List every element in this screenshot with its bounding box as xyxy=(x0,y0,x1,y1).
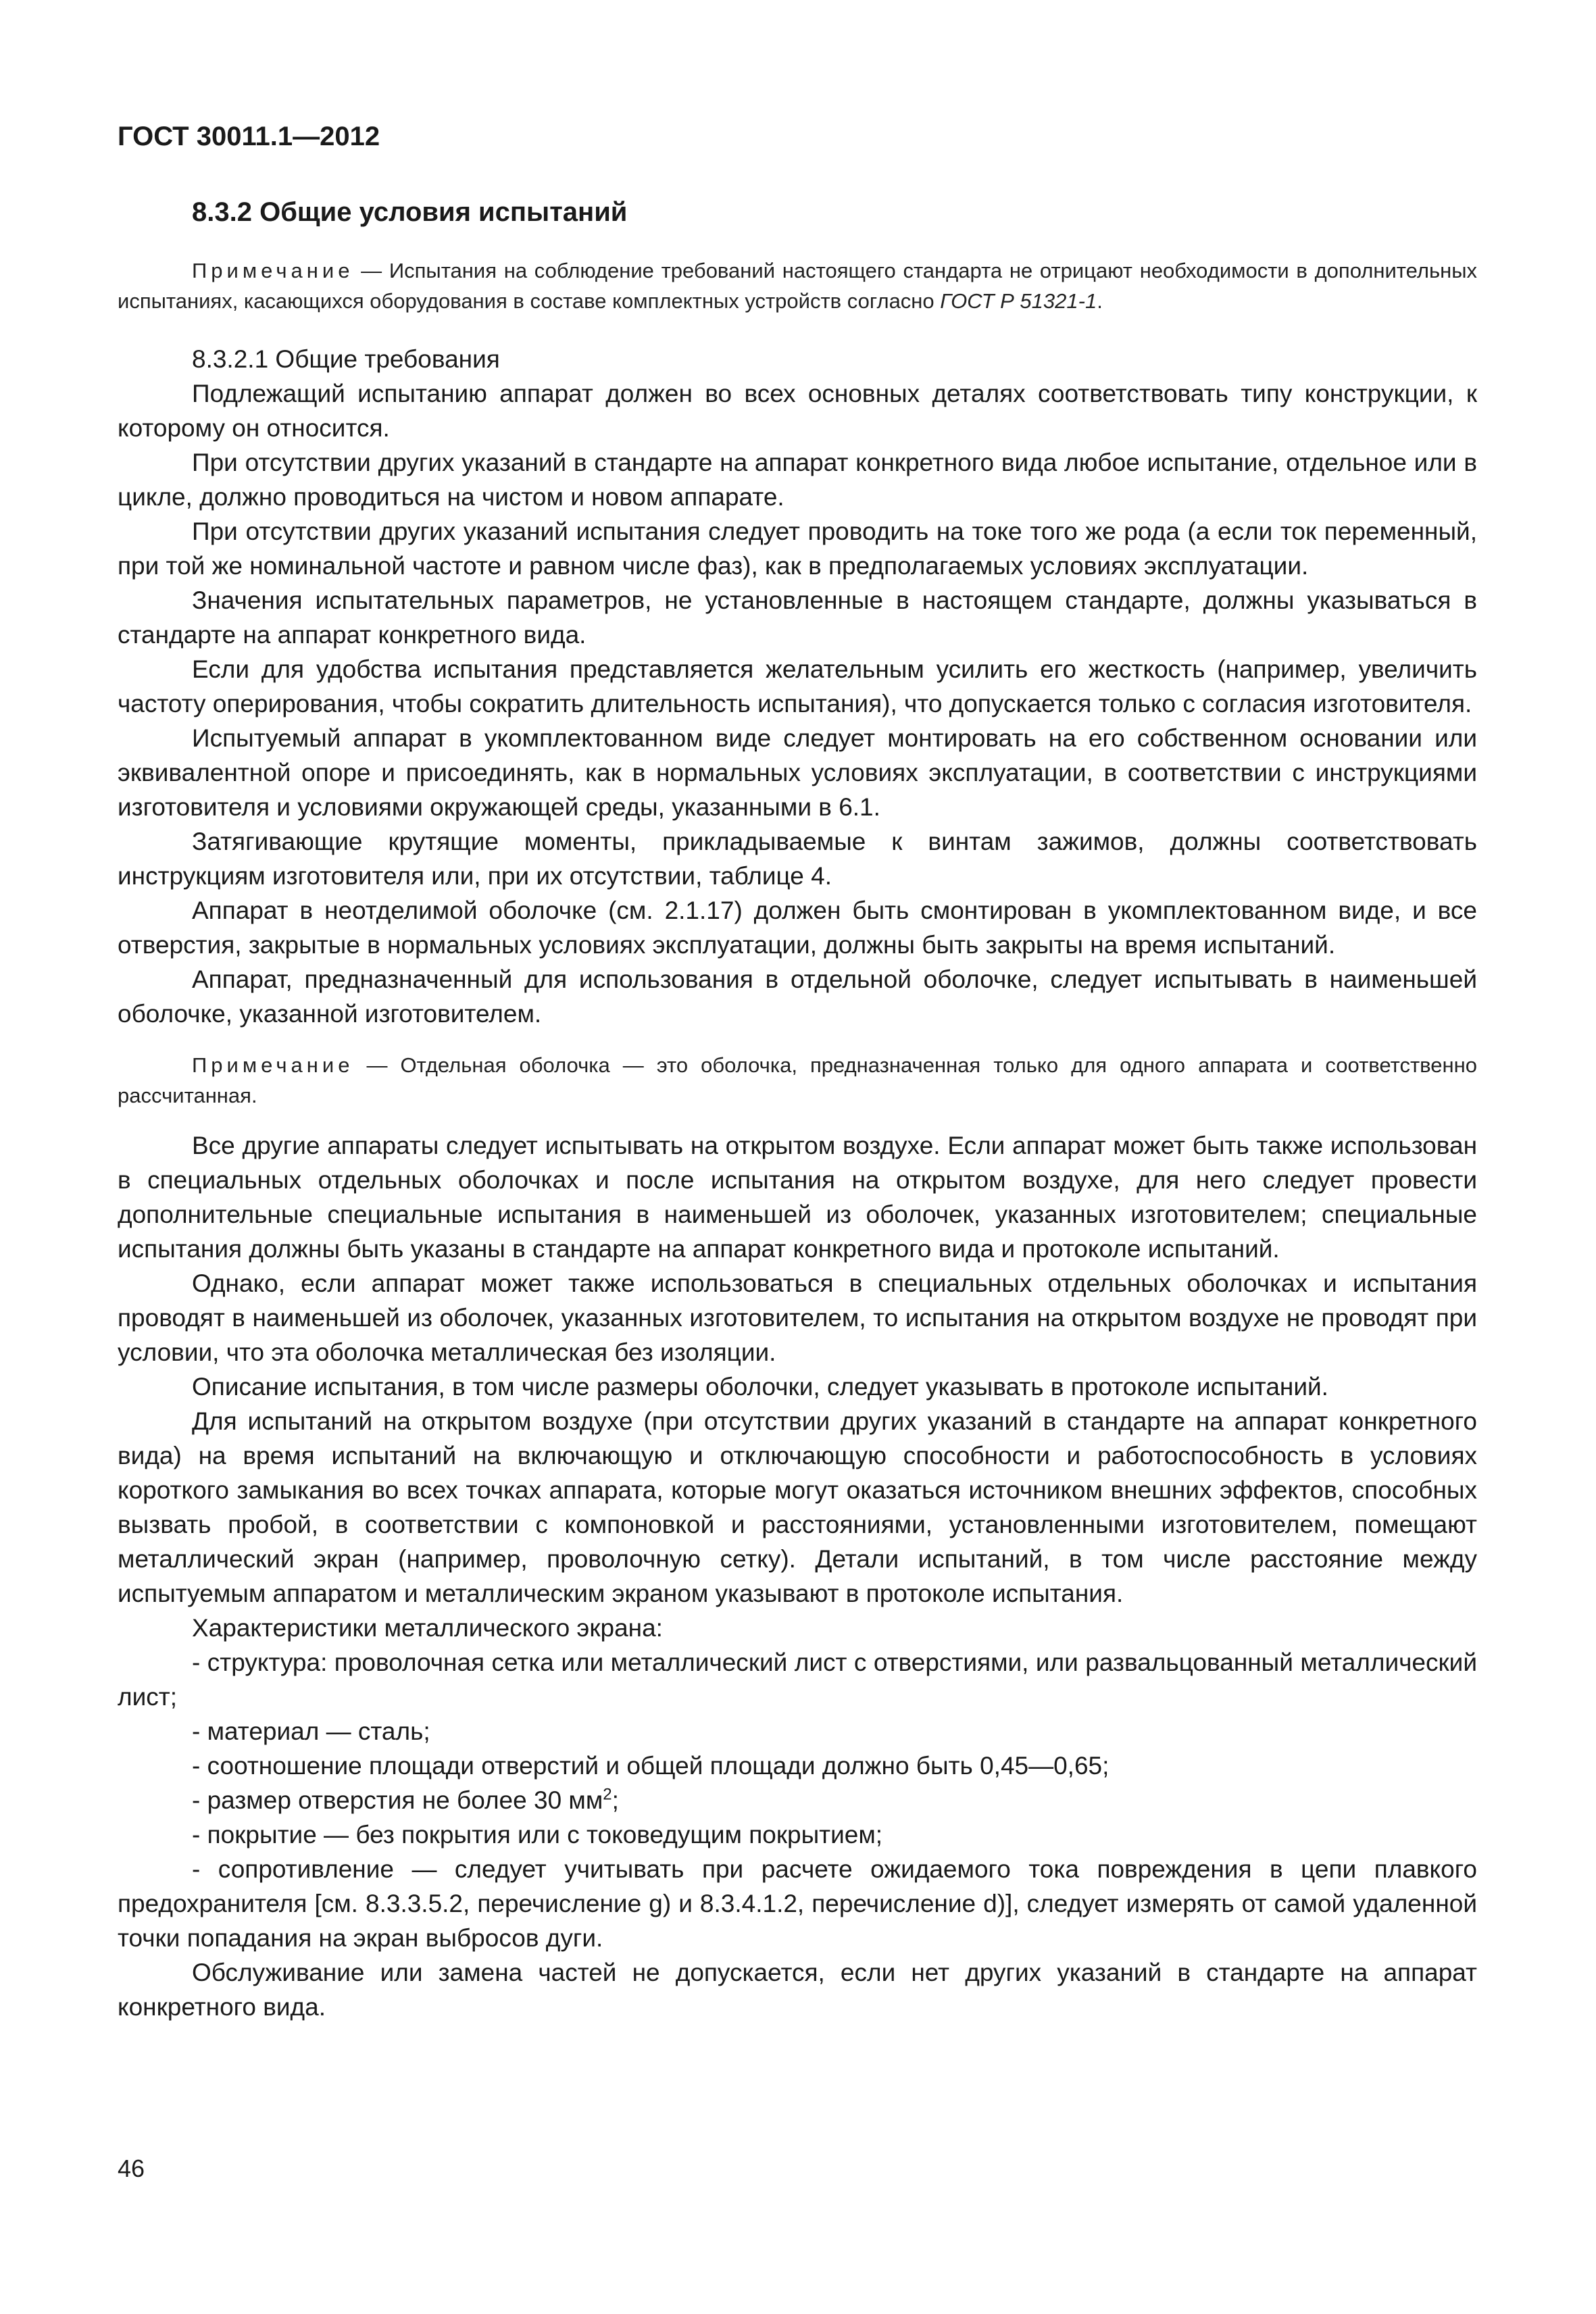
list-item: - сопротивление — следует учитывать при расчете ожидаемого тока повреждения в цепи плавкого предохранителя [см. 8.3.3.5.2, перечисление g) и 8.3.4.1.2, перечисление d)], следует измерять от самой удаленной точки попадания на экран выбросов дуги. xyxy=(118,1855,1477,1952)
paragraph: Характеристики металлического экрана: xyxy=(192,1614,663,1642)
page-number: 46 xyxy=(118,2155,145,2182)
section-title: 8.3.2 Общие условия испытаний xyxy=(192,197,628,227)
list-item: - структура: проволочная сетка или металлический лист с отверстиями, или развальцованный металлический лист; xyxy=(118,1649,1477,1711)
document-page xyxy=(118,120,1477,2024)
subsection-title: 8.3.2.1 Общие требования xyxy=(192,345,500,373)
note-1-text: — Испытания на соблюдение требований настоящего стандарта не отрицают необходимости в дополнительных испытаниях, касающихся оборудования в составе комплектных устройств согласно xyxy=(118,259,1477,313)
paragraph: Аппарат, предназначенный для использования в отдельной оболочке, следует испытывать в наименьшей оболочке, указанной изготовителем. xyxy=(118,965,1477,1028)
note-1-ref: ГОСТ Р 51321-1 xyxy=(940,289,1097,313)
note-2 xyxy=(118,1050,1477,1111)
paragraph: Все другие аппараты следует испытывать на открытом воздухе. Если аппарат может быть также использован в специальных отдельных оболочках и после испытания на открытом воздухе, для него следует провести дополнительные специальные испытания в наименьшей из оболочек, указанных изготовителем; специальные испытания должны быть указаны в стандарте на аппарат конкретного вида и протоколе испытаний. xyxy=(118,1132,1477,1263)
body-text-a xyxy=(118,342,1477,1031)
paragraph: Для испытаний на открытом воздухе (при отсутствии других указаний в стандарте на аппарат конкретного вида) на время испытаний на включающую и отключающую способности и работоспособность в условиях короткого замыкания во всех точках аппарата, которые могут оказаться источником внешних эффектов, способных вызвать пробой, в соответствии с компоновкой и расстояниями, установленными изготовителем, помещают металлический экран (например, проволочную сетку). Детали испытаний, в том числе расстояние между испытуемым аппаратом и металлическим экраном указывают в протоколе испытания. xyxy=(118,1407,1477,1607)
list-item: - покрытие — без покрытия или с токоведущим покрытием; xyxy=(192,1821,883,1848)
body-text-b xyxy=(118,1128,1477,2024)
note-1-end: . xyxy=(1097,289,1103,313)
paragraph: Подлежащий испытанию аппарат должен во всех основных деталях соответствовать типу конструкции, к которому он относится. xyxy=(118,380,1477,442)
note-1 xyxy=(118,255,1477,316)
closing-paragraph: Обслуживание или замена частей не допускается, если нет других указаний в стандарте на аппарат конкретного вида. xyxy=(118,1959,1477,2021)
list-item-size-text: - размер отверстия не более 30 мм xyxy=(192,1786,603,1814)
document-id: ГОСТ 30011.1—2012 xyxy=(118,122,380,151)
paragraph: При отсутствии других указаний в стандарте на аппарат конкретного вида любое испытание, отдельное или в цикле, должно проводиться на чистом и новом аппарате. xyxy=(118,449,1477,511)
superscript: 2 xyxy=(603,1785,612,1804)
list-item: - материал — сталь; xyxy=(192,1717,430,1745)
paragraph: Испытуемый аппарат в укомплектованном виде следует монтировать на его собственном основании или эквивалентной опоре и присоединять, как в нормальных условиях эксплуатации, в соответствии с инструкциями изготовителя и условиями окружающей среды, указанными в 6.1. xyxy=(118,724,1477,821)
note-2-text: — Отдельная оболочка — это оболочка, предназначенная только для одного аппарата и соответственно рассчитанная. xyxy=(118,1053,1477,1107)
paragraph: Затягивающие крутящие моменты, прикладываемые к винтам зажимов, должны соответствовать инструкциям изготовителя или, при их отсутствии, таблице 4. xyxy=(118,828,1477,890)
list-item-size-end: ; xyxy=(612,1786,619,1814)
note-1-label: Примечание xyxy=(192,259,354,282)
list-item: - соотношение площади отверстий и общей площади должно быть 0,45—0,65; xyxy=(192,1752,1109,1780)
paragraph: Описание испытания, в том числе размеры оболочки, следует указывать в протоколе испытаний. xyxy=(192,1373,1328,1401)
paragraph: Значения испытательных параметров, не установленные в настоящем стандарте, должны указываться в стандарте на аппарат конкретного вида. xyxy=(118,586,1477,649)
paragraph: Если для удобства испытания представляется желательным усилить его жесткость (например, увеличить частоту оперирования, чтобы сократить длительность испытания), что допускается только с согласия изготовителя. xyxy=(118,655,1477,718)
list-item-size xyxy=(118,1783,1477,1817)
note-2-label: Примечание xyxy=(192,1053,354,1077)
paragraph: Однако, если аппарат может также использоваться в специальных отдельных оболочках и испытания проводят в наименьшей из оболочек, указанных изготовителем, то испытания на открытом воздухе не проводят при условии, что эта оболочка металлическая без изоляции. xyxy=(118,1269,1477,1366)
paragraph: При отсутствии других указаний испытания следует проводить на токе того же рода (а если ток переменный, при той же номинальной частоте и равном числе фаз), как в предполагаемых условиях эксплуатации. xyxy=(118,518,1477,580)
paragraph: Аппарат в неотделимой оболочке (см. 2.1.17) должен быть смонтирован в укомплектованном виде, и все отверстия, закрытые в нормальных условиях эксплуатации, должны быть закрыты на время испытаний. xyxy=(118,897,1477,959)
